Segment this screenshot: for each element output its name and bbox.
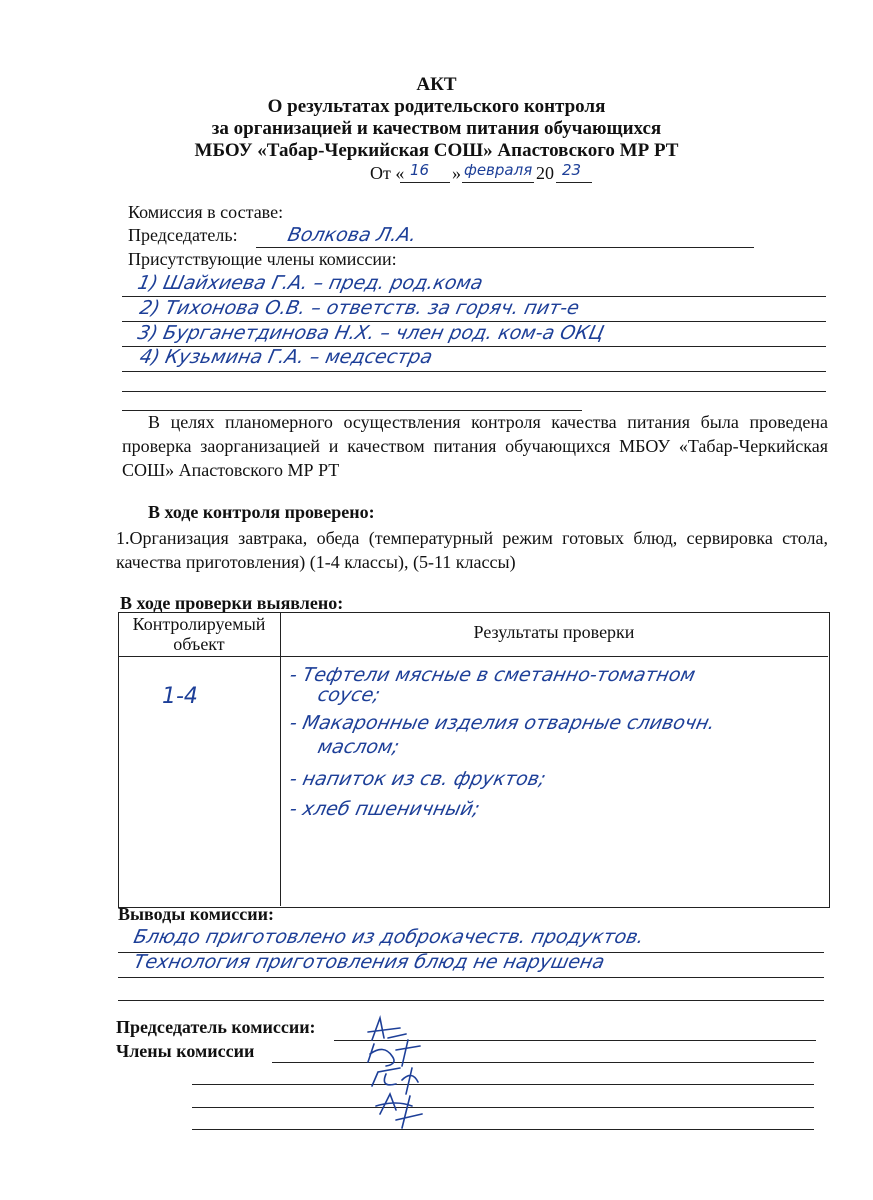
member-3: 3) Бурганетдинова Н.Х. – член род. ком-а ОКЦ [135, 322, 606, 344]
date-line [370, 163, 610, 187]
member-2: 2) Тихонова О.В. – ответств. за горяч. пит-е [137, 297, 582, 319]
act-subtitle-3: МБОУ «Табар-Черкийская СОШ» Апастовского МР РТ [194, 140, 679, 161]
act-title: АКТ [416, 74, 457, 95]
intro-paragraph: В целях планомерного осуществления контроля качества питания была проведена проверка заорганизацией и качеством питания обучающихся МБОУ «Табар-Черкийская СОШ» Апастовского МР РТ [122, 412, 828, 480]
col-object-header: Контролируемый объект [132, 614, 266, 654]
date-day: 16 [410, 161, 430, 179]
member-signature-2 [372, 1068, 418, 1094]
controlled-object: 1-4 [162, 684, 198, 709]
col-results-header: Результаты проверки [473, 622, 635, 642]
date-prefix: От « [370, 163, 405, 183]
chair-name: Волкова Л.А. [285, 224, 419, 246]
conclusion-line-2: Технология приготовления блюд не нарушена [131, 951, 607, 973]
findings-table [118, 612, 830, 908]
sign-members-label: Члены комиссии [116, 1041, 255, 1061]
conclusions-heading: Выводы комиссии: [118, 904, 274, 924]
conclusion-line-1: Блюдо приготовлено из доброкачеств. продуктов. [131, 926, 646, 948]
date-mid: » [452, 163, 461, 183]
result-line: маслом; [315, 736, 402, 758]
act-subtitle-2: за организацией и качеством питания обучающихся [211, 118, 662, 139]
result-line: - Тефтели мясные в сметанно-томатном [287, 664, 698, 686]
result-line: - хлеб пшеничный; [287, 798, 482, 820]
commission-label: Комиссия в составе: [128, 202, 284, 222]
result-line: - напиток из св. фруктов; [287, 768, 548, 790]
signature-marks [350, 1010, 450, 1140]
result-line: - Макаронные изделия отварные сливочн. [287, 712, 718, 734]
chair-label: Председатель: [128, 225, 238, 245]
date-month: февраля [464, 161, 533, 179]
member-signature-1 [368, 1040, 420, 1066]
members-label: Присутствующие члены комиссии: [128, 249, 397, 269]
sign-chair-label: Председатель комиссии: [116, 1017, 316, 1037]
date-year: 23 [562, 161, 582, 179]
member-signature-3 [376, 1094, 422, 1128]
member-1: 1) Шайхиева Г.А. – пред. род.кома [135, 272, 485, 294]
chair-signature [368, 1018, 406, 1040]
member-4: 4) Кузьмина Г.А. – медсестра [137, 346, 435, 368]
result-line: соусе; [315, 684, 383, 706]
checked-item: 1.Организация завтрака, обеда (температурный режим готовых блюд, сервировка стола, качества приготовления) (1-4 классы), (5-11 классы) [116, 528, 828, 572]
date-year-prefix: 20 [536, 163, 554, 183]
act-subtitle-1: О результатах родительского контроля [267, 96, 606, 117]
checked-heading: В ходе контроля проверено: [148, 502, 375, 522]
findings-heading: В ходе проверки выявлено: [120, 593, 344, 613]
